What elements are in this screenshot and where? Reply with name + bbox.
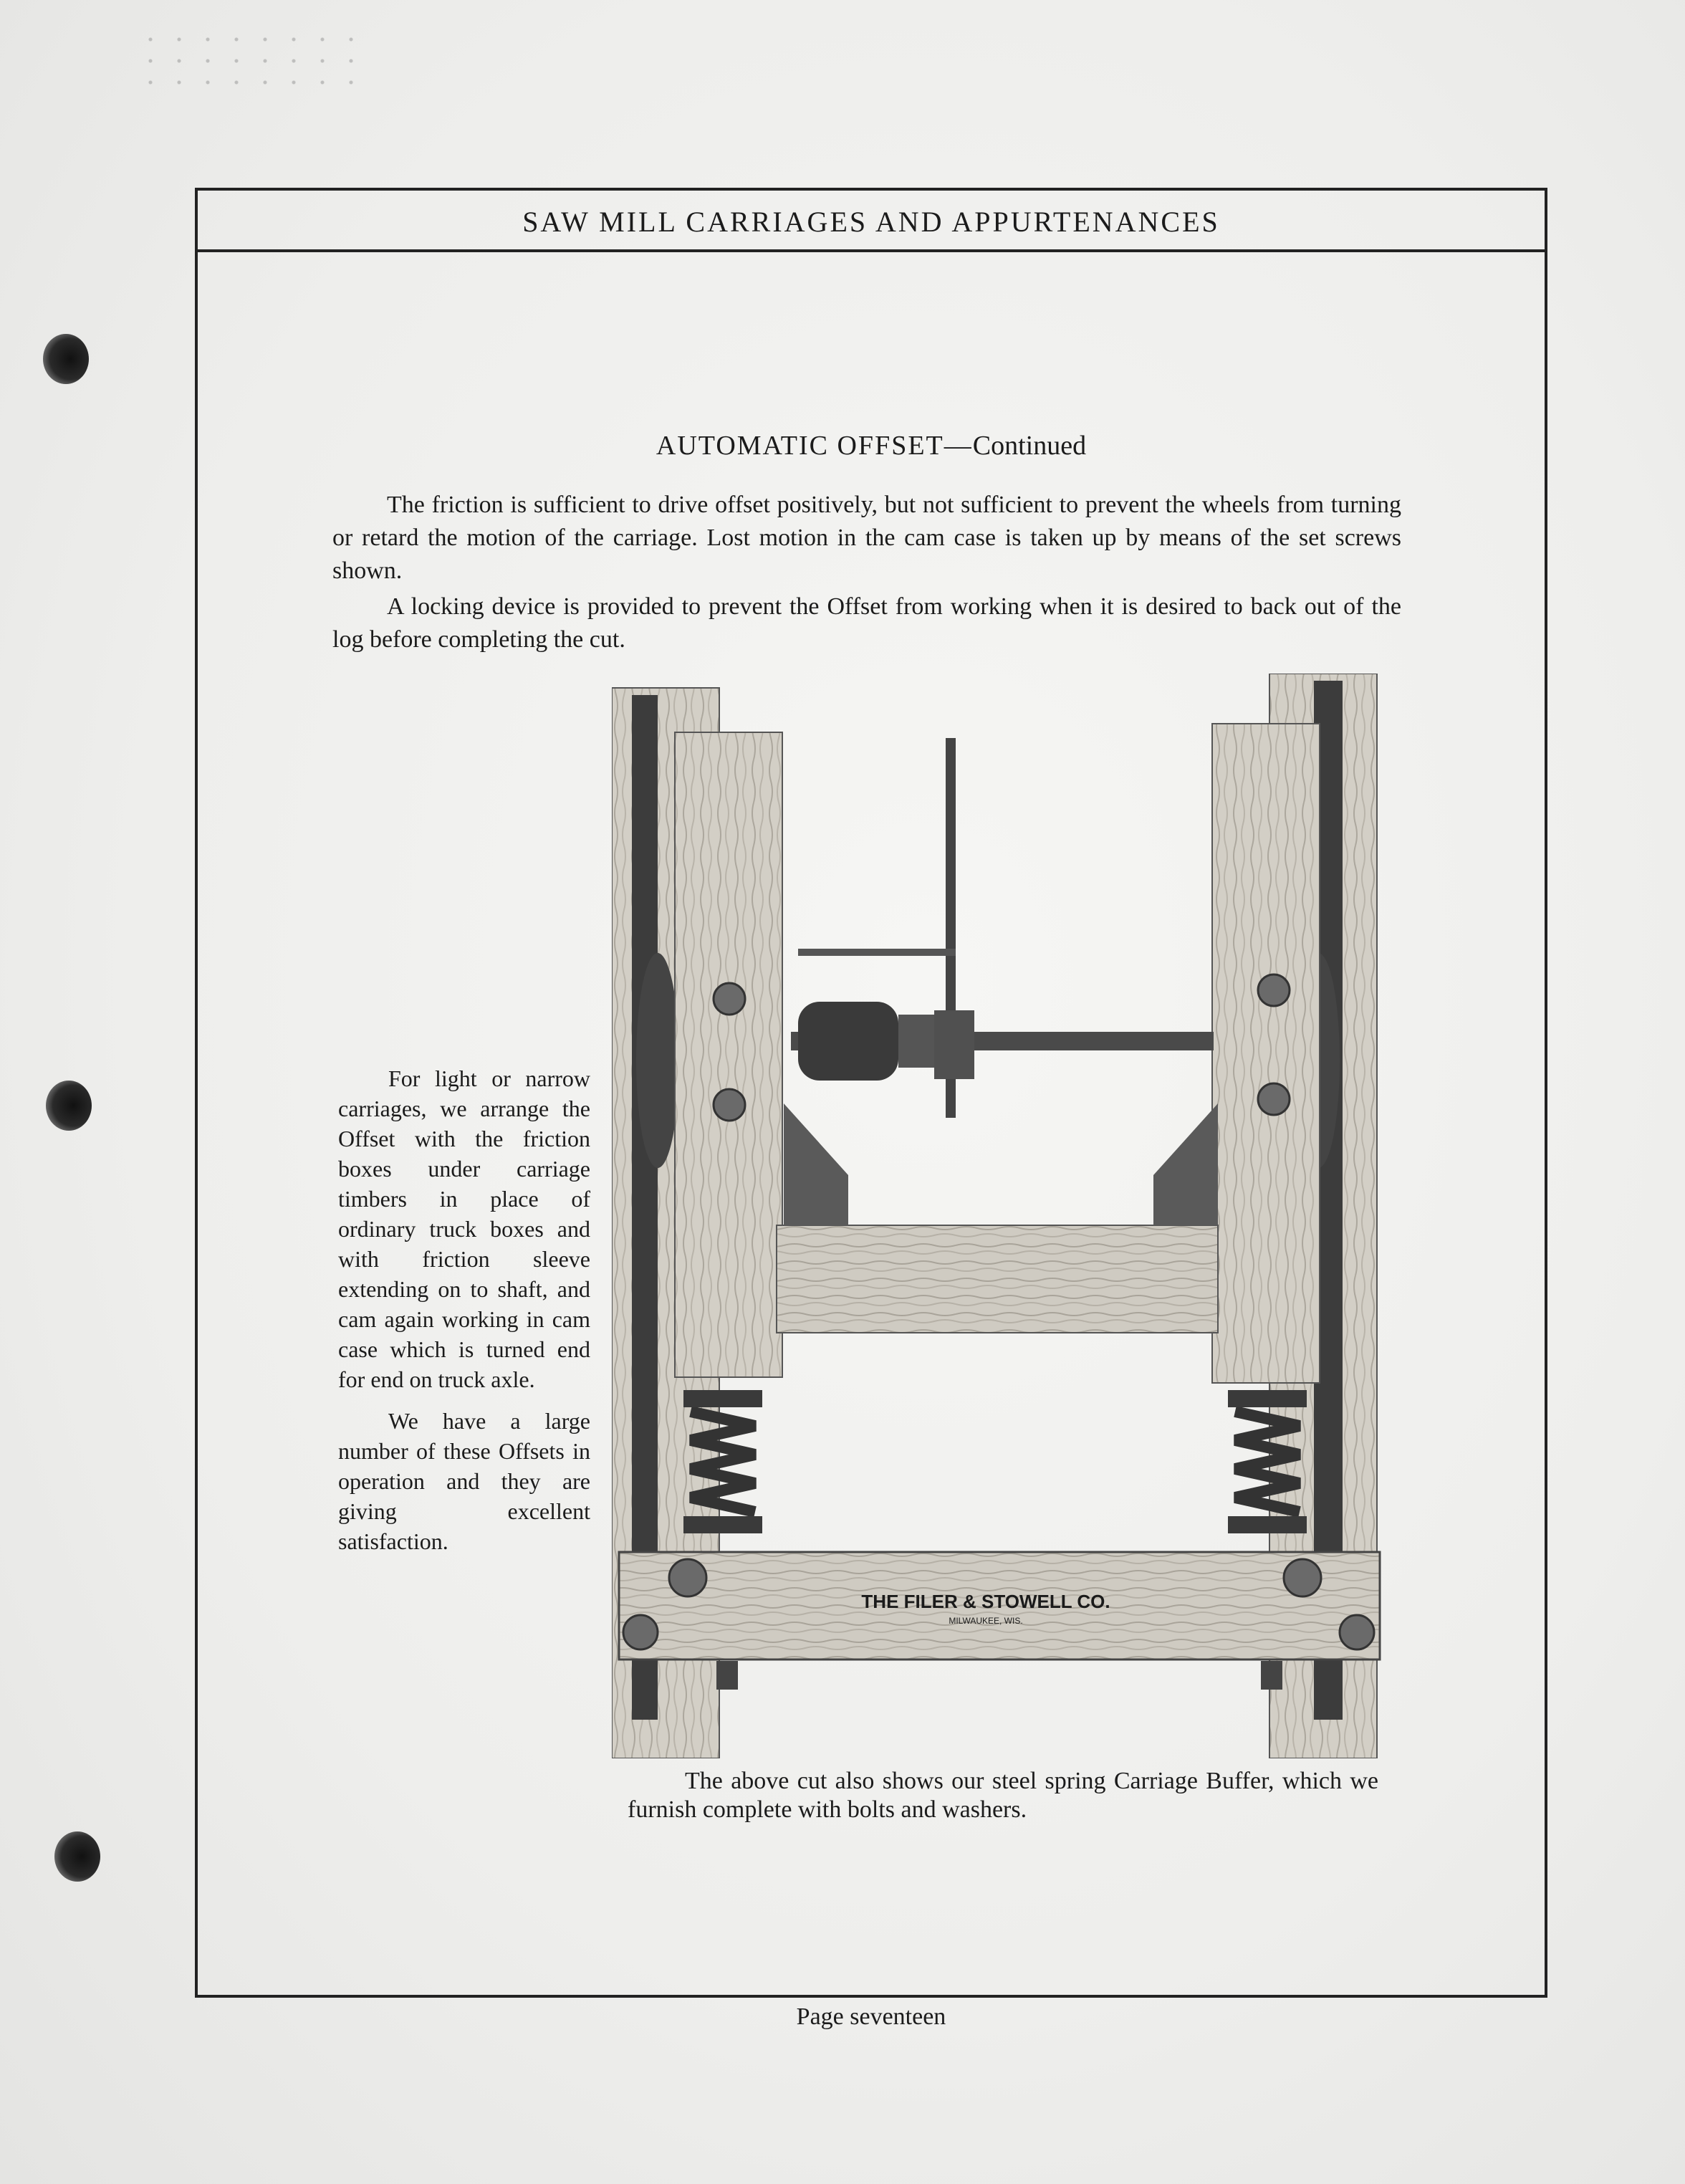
side-paragraph-light-carriages: For light or narrow carriages, we arrange the Offset with the friction boxes under carriage timbers in place of ordinary truck boxes and with friction sleeve extending on to shaft, and cam again working in cam case which is turned end for end on truck axle.	[338, 1065, 590, 1392]
offset-illustration	[612, 674, 1387, 1758]
body-paragraph-locking-device: A locking device is provided to prevent the Offset from working when it is desired to back out of the log before completing the cut.	[332, 593, 1401, 653]
punch-hole	[46, 1081, 92, 1131]
side-column	[338, 1063, 590, 1568]
maker-name: THE FILER & STOWELL CO.	[861, 1591, 1110, 1612]
side-paragraph-large-number: We have a large number of these Offsets in operation and they are giving excellent satisfaction.	[338, 1408, 590, 1554]
maker-location: MILWAUKEE, WIS.	[949, 1616, 1023, 1626]
section-title-continued: Continued	[972, 431, 1087, 461]
punch-hole	[43, 334, 89, 384]
punch-hole	[54, 1831, 100, 1882]
section-title-main: AUTOMATIC OFFSET—	[656, 431, 973, 461]
section-title	[198, 430, 1545, 461]
paper-specks	[136, 29, 365, 93]
offset-mechanism-drawing	[612, 674, 1387, 1758]
header-rule	[198, 249, 1545, 252]
body-paragraph-friction: The friction is sufficient to drive offset positively, but not sufficient to prevent the wheels from turning or retard the motion of the carriage. Lost motion in the cam case is taken up by means of the set screws shown.	[332, 492, 1401, 584]
figure-caption: The above cut also shows our steel spring Carriage Buffer, which we furnish complete with bolts and washers.	[628, 1768, 1378, 1823]
running-head: SAW MILL CARRIAGES AND APPURTENANCES	[522, 206, 1220, 238]
page-number: Page seventeen	[796, 2003, 946, 2030]
